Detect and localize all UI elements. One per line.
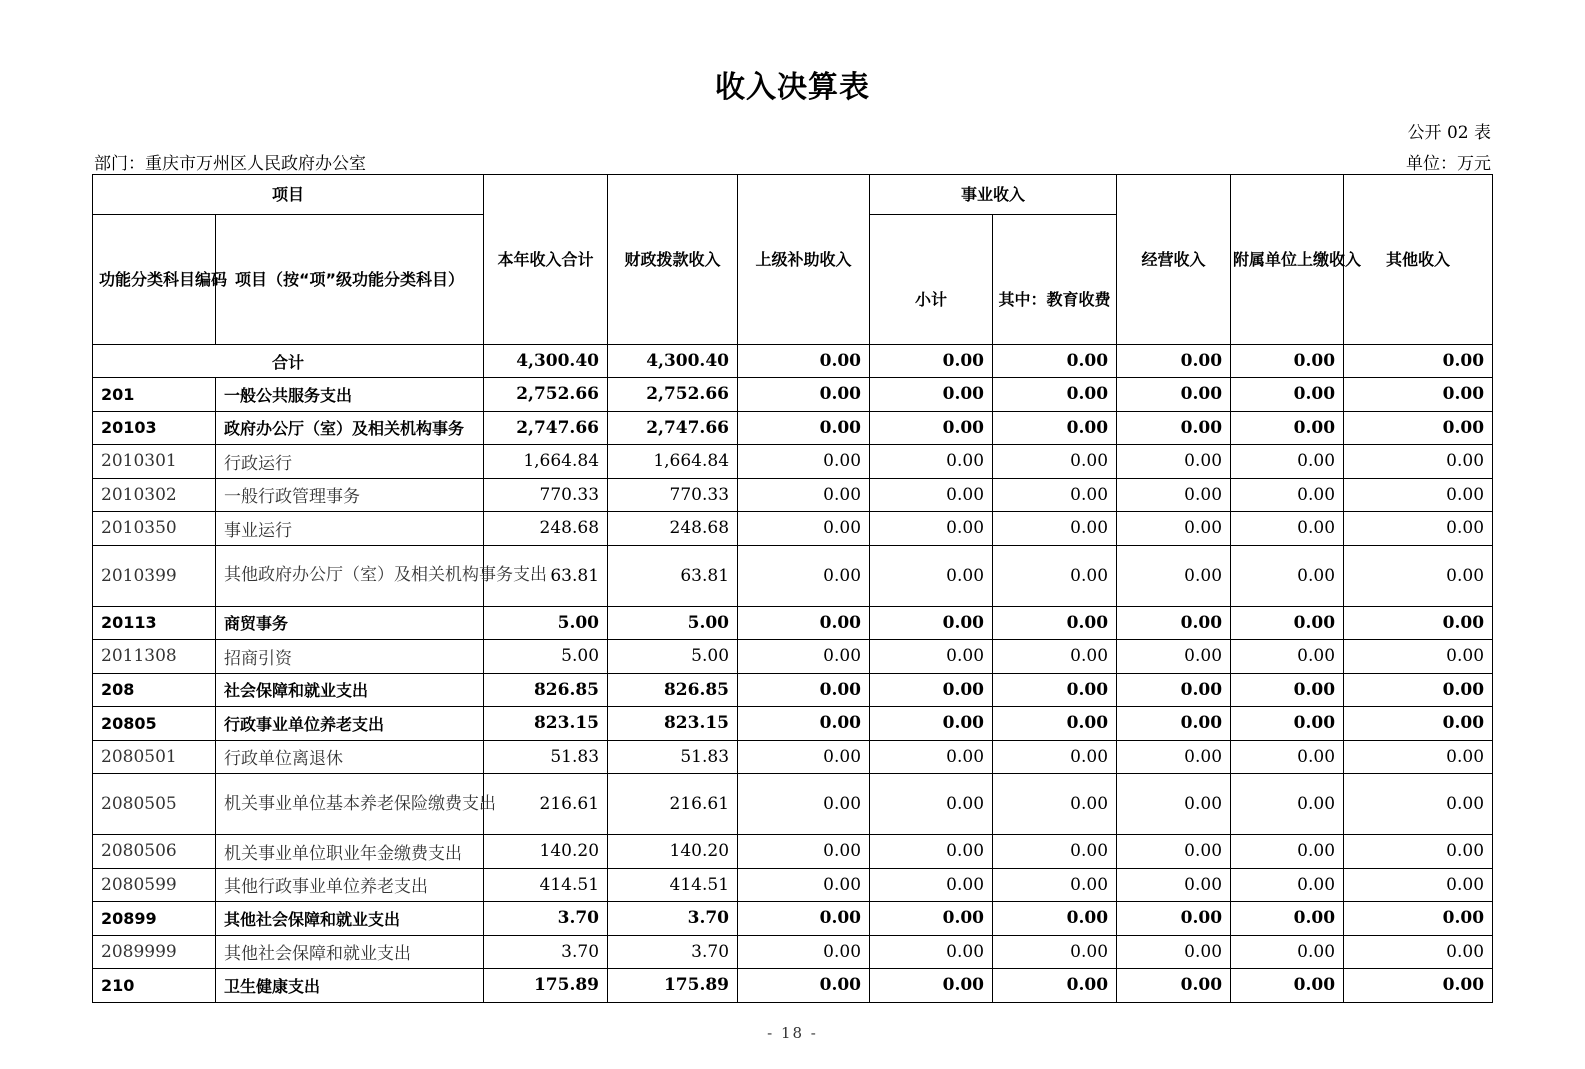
row-value: 0.00 <box>993 478 1117 512</box>
row-value: 770.33 <box>484 478 608 512</box>
row-value: 0.00 <box>1117 606 1231 640</box>
row-value: 0.00 <box>993 740 1117 774</box>
row-value: 0.00 <box>1117 640 1231 674</box>
row-value: 63.81 <box>608 545 738 606</box>
row-value: 0.00 <box>993 902 1117 936</box>
row-value: 0.00 <box>738 868 870 902</box>
row-value: 0.00 <box>1231 411 1344 445</box>
table-row <box>93 707 1493 741</box>
row-value: 0.00 <box>738 545 870 606</box>
table-row <box>93 935 1493 969</box>
table-row <box>93 835 1493 869</box>
row-value: 0.00 <box>1344 545 1493 606</box>
row-value: 0.00 <box>870 640 993 674</box>
row-value: 0.00 <box>738 707 870 741</box>
row-value: 0.00 <box>1344 902 1493 936</box>
row-value: 2,747.66 <box>484 411 608 445</box>
row-name: 其他社会保障和就业支出 <box>216 902 484 936</box>
row-value: 0.00 <box>1117 512 1231 546</box>
row-value: 0.00 <box>1344 835 1493 869</box>
row-value: 51.83 <box>608 740 738 774</box>
header-fiscal: 财政拨款收入 <box>608 175 738 345</box>
table-row <box>93 445 1493 479</box>
row-value: 0.00 <box>870 545 993 606</box>
row-code: 201 <box>93 378 216 412</box>
row-value: 216.61 <box>484 774 608 835</box>
table-row <box>93 606 1493 640</box>
row-value: 0.00 <box>993 835 1117 869</box>
row-value: 0.00 <box>870 868 993 902</box>
row-value: 0.00 <box>870 445 993 479</box>
row-value: 0.00 <box>870 512 993 546</box>
row-value: 0.00 <box>870 902 993 936</box>
table-row <box>93 902 1493 936</box>
row-code: 20805 <box>93 707 216 741</box>
row-code: 2010350 <box>93 512 216 546</box>
row-value: 1,664.84 <box>484 445 608 479</box>
row-value: 0.00 <box>738 774 870 835</box>
row-value: 0.00 <box>1231 640 1344 674</box>
header-subtotal: 小计 <box>870 215 993 345</box>
row-value: 0.00 <box>993 673 1117 707</box>
table-row <box>93 411 1493 445</box>
row-value: 0.00 <box>1231 707 1344 741</box>
row-value: 3.70 <box>484 935 608 969</box>
header-other: 其他收入 <box>1344 175 1493 345</box>
row-value: 2,747.66 <box>608 411 738 445</box>
row-value: 0.00 <box>1231 673 1344 707</box>
row-value: 0.00 <box>1117 835 1231 869</box>
row-value: 0.00 <box>1344 935 1493 969</box>
row-code: 2080506 <box>93 835 216 869</box>
row-value: 0.00 <box>1344 378 1493 412</box>
row-code: 20103 <box>93 411 216 445</box>
row-code: 2080599 <box>93 868 216 902</box>
row-value: 0.00 <box>1231 868 1344 902</box>
row-value: 0.00 <box>870 411 993 445</box>
row-value: 0.00 <box>1344 740 1493 774</box>
row-value: 0.00 <box>738 935 870 969</box>
total-cell: 0.00 <box>1117 345 1231 378</box>
header-education: 其中：教育收费 <box>993 215 1117 345</box>
row-code: 2010302 <box>93 478 216 512</box>
row-value: 0.00 <box>1117 774 1231 835</box>
row-value: 0.00 <box>1231 445 1344 479</box>
row-name: 行政单位离退休 <box>216 740 484 774</box>
row-value: 823.15 <box>608 707 738 741</box>
row-value: 0.00 <box>993 774 1117 835</box>
row-name: 商贸事务 <box>216 606 484 640</box>
row-value: 0.00 <box>738 969 870 1003</box>
row-value: 0.00 <box>1231 969 1344 1003</box>
row-value: 0.00 <box>993 969 1117 1003</box>
total-cell: 0.00 <box>993 345 1117 378</box>
row-value: 0.00 <box>1231 545 1344 606</box>
row-value: 0.00 <box>1117 411 1231 445</box>
row-value: 0.00 <box>1117 902 1231 936</box>
row-value: 0.00 <box>1344 673 1493 707</box>
table-row <box>93 478 1493 512</box>
total-cell: 4,300.40 <box>484 345 608 378</box>
header-project: 项目 <box>93 175 484 215</box>
table-row <box>93 673 1493 707</box>
row-code: 2010399 <box>93 545 216 606</box>
total-cell: 0.00 <box>738 345 870 378</box>
row-value: 0.00 <box>993 707 1117 741</box>
table-row <box>93 774 1493 835</box>
row-name: 社会保障和就业支出 <box>216 673 484 707</box>
row-value: 0.00 <box>738 902 870 936</box>
row-value: 0.00 <box>993 640 1117 674</box>
row-value: 5.00 <box>484 640 608 674</box>
row-value: 826.85 <box>484 673 608 707</box>
row-name: 一般公共服务支出 <box>216 378 484 412</box>
row-value: 3.70 <box>608 935 738 969</box>
row-value: 0.00 <box>1344 868 1493 902</box>
page-title: 收入决算表 <box>715 70 870 105</box>
row-value: 0.00 <box>738 411 870 445</box>
row-value: 0.00 <box>870 935 993 969</box>
row-value: 0.00 <box>738 478 870 512</box>
row-value: 0.00 <box>1117 740 1231 774</box>
row-value: 0.00 <box>738 835 870 869</box>
table-row <box>93 512 1493 546</box>
row-value: 0.00 <box>1344 969 1493 1003</box>
row-value: 0.00 <box>738 673 870 707</box>
row-value: 0.00 <box>1117 378 1231 412</box>
row-value: 0.00 <box>1344 707 1493 741</box>
total-cell: 4,300.40 <box>608 345 738 378</box>
row-value: 0.00 <box>993 868 1117 902</box>
row-value: 3.70 <box>608 902 738 936</box>
row-value: 0.00 <box>993 545 1117 606</box>
row-name: 机关事业单位基本养老保险缴费支出 <box>216 774 484 835</box>
row-code: 2089999 <box>93 935 216 969</box>
row-name: 其他行政事业单位养老支出 <box>216 868 484 902</box>
row-value: 0.00 <box>738 606 870 640</box>
row-value: 248.68 <box>484 512 608 546</box>
row-value: 0.00 <box>870 606 993 640</box>
row-code: 2011308 <box>93 640 216 674</box>
row-value: 0.00 <box>993 935 1117 969</box>
row-value: 0.00 <box>1344 411 1493 445</box>
unit-label: 单位：万元 <box>1406 154 1491 174</box>
row-name: 机关事业单位职业年金缴费支出 <box>216 835 484 869</box>
total-cell: 0.00 <box>870 345 993 378</box>
row-value: 0.00 <box>1117 707 1231 741</box>
row-name: 行政事业单位养老支出 <box>216 707 484 741</box>
row-value: 0.00 <box>738 445 870 479</box>
row-value: 0.00 <box>870 673 993 707</box>
row-value: 5.00 <box>484 606 608 640</box>
row-value: 826.85 <box>608 673 738 707</box>
row-name: 一般行政管理事务 <box>216 478 484 512</box>
row-value: 0.00 <box>1344 774 1493 835</box>
row-value: 0.00 <box>1117 445 1231 479</box>
income-table <box>92 174 1493 1003</box>
row-value: 0.00 <box>1117 545 1231 606</box>
row-value: 0.00 <box>738 378 870 412</box>
row-name: 卫生健康支出 <box>216 969 484 1003</box>
row-value: 0.00 <box>870 774 993 835</box>
row-value: 0.00 <box>1231 935 1344 969</box>
row-value: 0.00 <box>1231 774 1344 835</box>
row-value: 0.00 <box>870 835 993 869</box>
row-value: 63.81 <box>484 545 608 606</box>
row-value: 823.15 <box>484 707 608 741</box>
row-code: 208 <box>93 673 216 707</box>
row-name: 事业运行 <box>216 512 484 546</box>
table-row <box>93 868 1493 902</box>
row-value: 414.51 <box>608 868 738 902</box>
table-row <box>93 740 1493 774</box>
row-value: 0.00 <box>1344 478 1493 512</box>
row-value: 0.00 <box>870 707 993 741</box>
row-value: 0.00 <box>1231 478 1344 512</box>
row-value: 0.00 <box>738 740 870 774</box>
row-code: 2010301 <box>93 445 216 479</box>
row-code: 2080505 <box>93 774 216 835</box>
row-name: 行政运行 <box>216 445 484 479</box>
total-cell: 0.00 <box>1344 345 1493 378</box>
header-business-group: 事业收入 <box>870 175 1117 215</box>
row-value: 5.00 <box>608 606 738 640</box>
row-value: 140.20 <box>608 835 738 869</box>
row-value: 51.83 <box>484 740 608 774</box>
row-value: 1,664.84 <box>608 445 738 479</box>
form-number: 公开 02 表 <box>1407 123 1491 143</box>
row-value: 0.00 <box>1117 868 1231 902</box>
header-operating: 经营收入 <box>1117 175 1231 345</box>
row-value: 0.00 <box>1344 445 1493 479</box>
row-name: 招商引资 <box>216 640 484 674</box>
page-number: - 18 - <box>767 1024 818 1042</box>
row-value: 2,752.66 <box>608 378 738 412</box>
header-total-income: 本年收入合计 <box>484 175 608 345</box>
table-row <box>93 378 1493 412</box>
row-value: 0.00 <box>993 606 1117 640</box>
row-name: 其他政府办公厅（室）及相关机构事务支出 <box>216 545 484 606</box>
total-cell: 0.00 <box>1231 345 1344 378</box>
table-row <box>93 545 1493 606</box>
row-value: 3.70 <box>484 902 608 936</box>
row-value: 175.89 <box>484 969 608 1003</box>
row-value: 0.00 <box>1231 606 1344 640</box>
row-code: 210 <box>93 969 216 1003</box>
header-superior: 上级补助收入 <box>738 175 870 345</box>
row-value: 770.33 <box>608 478 738 512</box>
row-value: 0.00 <box>993 512 1117 546</box>
row-value: 216.61 <box>608 774 738 835</box>
header-project-name: 项目（按“项”级功能分类科目） <box>216 215 484 345</box>
row-value: 5.00 <box>608 640 738 674</box>
row-value: 0.00 <box>1344 512 1493 546</box>
row-value: 0.00 <box>1117 673 1231 707</box>
row-value: 0.00 <box>1231 835 1344 869</box>
header-func-code: 功能分类科目编码 <box>93 215 216 345</box>
row-value: 0.00 <box>1344 640 1493 674</box>
row-value: 414.51 <box>484 868 608 902</box>
row-value: 0.00 <box>1231 902 1344 936</box>
row-name: 其他社会保障和就业支出 <box>216 935 484 969</box>
total-label: 合计 <box>93 345 484 378</box>
row-value: 0.00 <box>738 512 870 546</box>
row-value: 0.00 <box>870 378 993 412</box>
row-value: 2,752.66 <box>484 378 608 412</box>
row-value: 0.00 <box>870 740 993 774</box>
table-row <box>93 640 1493 674</box>
row-value: 0.00 <box>870 969 993 1003</box>
total-row <box>93 345 1493 378</box>
row-code: 20113 <box>93 606 216 640</box>
row-value: 0.00 <box>738 640 870 674</box>
row-value: 0.00 <box>1231 512 1344 546</box>
row-code: 2080501 <box>93 740 216 774</box>
row-value: 175.89 <box>608 969 738 1003</box>
row-name: 政府办公厅（室）及相关机构事务 <box>216 411 484 445</box>
row-value: 0.00 <box>993 445 1117 479</box>
row-value: 0.00 <box>1117 969 1231 1003</box>
row-value: 0.00 <box>993 378 1117 412</box>
row-value: 248.68 <box>608 512 738 546</box>
table-row <box>93 969 1493 1003</box>
row-value: 0.00 <box>1231 740 1344 774</box>
header-affiliated: 附属单位上缴收入 <box>1231 175 1344 345</box>
row-value: 0.00 <box>1231 378 1344 412</box>
row-value: 0.00 <box>870 478 993 512</box>
row-value: 0.00 <box>1117 935 1231 969</box>
row-code: 20899 <box>93 902 216 936</box>
row-value: 0.00 <box>1344 606 1493 640</box>
row-value: 0.00 <box>993 411 1117 445</box>
department-label: 部门：重庆市万州区人民政府办公室 <box>94 154 366 174</box>
row-value: 140.20 <box>484 835 608 869</box>
row-value: 0.00 <box>1117 478 1231 512</box>
